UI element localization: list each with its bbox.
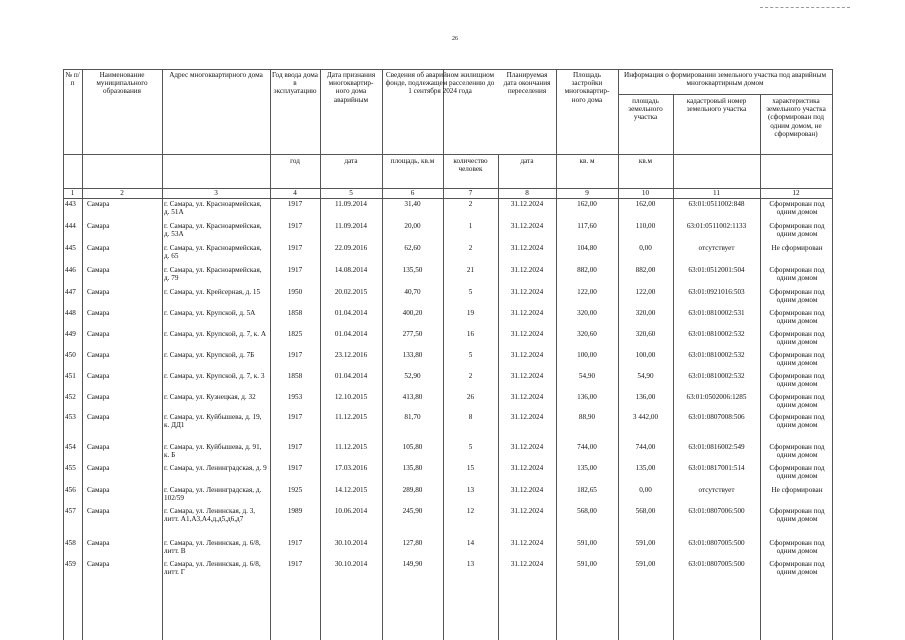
row-year: 1825 <box>287 330 303 338</box>
row-no: 457 <box>65 507 76 515</box>
row-area: 289,80 <box>402 486 423 494</box>
row-no: 448 <box>65 309 76 317</box>
row-no: 445 <box>65 244 76 252</box>
row-recognition-date: 01.04.2014 <box>334 309 368 317</box>
row-cadastre: 63:01:0921016:503 <box>688 288 745 296</box>
row-build-area: 320,00 <box>577 309 597 317</box>
row-plan-date: 31.12.2024 <box>510 539 544 547</box>
row-people: 13 <box>466 560 475 568</box>
row-land-area: 0,00 <box>639 244 652 252</box>
row-area: 81,70 <box>404 413 421 421</box>
row-build-area: 320,60 <box>577 330 597 338</box>
row-build-area: 54,90 <box>578 372 596 380</box>
row-recognition-date: 30.10.2014 <box>334 560 368 568</box>
row-cadastre: 63:01:0807008:506 <box>688 413 745 421</box>
row-characteristic: Сформирован под одним домом <box>769 539 825 556</box>
row-characteristic: Сформирован под одним домом <box>769 464 825 481</box>
row-recognition-date: 11.12.2015 <box>334 443 368 451</box>
row-mo: Самара <box>87 413 110 421</box>
row-no: 459 <box>65 560 76 568</box>
row-no: 458 <box>65 539 76 547</box>
row-cadastre: 63:01:0502006:1285 <box>686 393 747 401</box>
row-plan-date: 31.12.2024 <box>510 288 544 296</box>
unit-area: площадь, кв.м <box>390 157 435 165</box>
row-recognition-date: 17.03.2016 <box>334 464 368 472</box>
row-characteristic: Сформирован под одним домом <box>769 200 825 217</box>
col-number: 12 <box>792 189 800 197</box>
row-people: 26 <box>466 393 475 401</box>
row-characteristic: Сформирован под одним домом <box>769 393 825 410</box>
row-people: 2 <box>468 244 473 252</box>
row-build-area: 136,00 <box>577 393 597 401</box>
row-plan-date: 31.12.2024 <box>510 330 544 338</box>
row-land-area: 110,00 <box>635 222 656 230</box>
row-characteristic: Не сформирован <box>771 486 823 494</box>
row-year: 1917 <box>287 351 303 359</box>
row-build-area: 182,65 <box>577 486 597 494</box>
row-no: 446 <box>65 266 76 274</box>
row-year: 1917 <box>287 560 303 568</box>
row-people: 14 <box>466 539 475 547</box>
row-area: 135,50 <box>402 266 423 274</box>
table-rule-v <box>673 94 674 640</box>
col-number: 8 <box>525 189 529 197</box>
row-mo: Самара <box>87 309 110 317</box>
row-year: 1917 <box>287 266 303 274</box>
table-rule-v <box>162 69 163 640</box>
row-year: 1950 <box>287 288 303 296</box>
table-rule-h <box>63 69 832 70</box>
row-recognition-date: 30.10.2014 <box>334 539 368 547</box>
row-no: 455 <box>65 464 76 472</box>
row-land-area: 122,00 <box>635 288 656 296</box>
row-characteristic: Сформирован под одним домом <box>769 309 825 326</box>
row-build-area: 591,00 <box>577 560 597 568</box>
row-characteristic: Сформирован под одним домом <box>769 413 825 430</box>
hdr-cadastre: кадастровый номер земельного участка <box>686 97 747 114</box>
row-address: г. Самара, ул. Красноармейская, д. 79 <box>164 266 262 283</box>
row-cadastre: 63:01:0817001:514 <box>688 464 745 472</box>
hdr-plan-date: Планируемая дата окончания переселения <box>503 71 551 96</box>
row-year: 1989 <box>287 507 303 515</box>
table-rule-v <box>760 94 761 640</box>
row-address: г. Самара, ул. Крупской, д. 7Б <box>164 351 255 359</box>
hdr-address: Адрес многоквартирного дома <box>169 71 263 79</box>
row-mo: Самара <box>87 222 110 230</box>
row-characteristic: Сформирован под одним домом <box>769 560 825 577</box>
row-people: 5 <box>468 351 473 359</box>
row-cadastre: 63:01:0807005:500 <box>688 560 745 568</box>
hdr-land-area: площадь земельного участка <box>628 97 663 122</box>
row-address: г. Самара, ул. Красноармейская, д. 51А <box>164 200 262 217</box>
row-land-area: 54,90 <box>637 372 654 380</box>
row-no: 452 <box>65 393 76 401</box>
row-area: 133,80 <box>402 351 423 359</box>
row-recognition-date: 22.09.2016 <box>334 244 368 252</box>
unit-build: кв. м <box>579 157 595 165</box>
row-no: 453 <box>65 413 76 421</box>
row-mo: Самара <box>87 330 110 338</box>
row-land-area: 882,00 <box>635 266 656 274</box>
row-mo: Самара <box>87 200 110 208</box>
col-number: 4 <box>293 189 297 197</box>
row-characteristic: Сформирован под одним домом <box>769 288 825 305</box>
row-address: г. Самара, ул. Крупской, д. 7, к. А <box>164 330 267 338</box>
row-plan-date: 31.12.2024 <box>510 507 544 515</box>
row-cadastre: 63:01:0807005:500 <box>688 539 745 547</box>
row-mo: Самара <box>87 351 110 359</box>
row-plan-date: 31.12.2024 <box>510 200 544 208</box>
row-no: 454 <box>65 443 76 451</box>
row-address: г. Самара, ул. Ленинградская, д. 9 <box>164 464 267 472</box>
row-area: 245,90 <box>402 507 423 515</box>
row-address: г. Самара, ул. Крейсерная, д. 15 <box>164 288 261 296</box>
row-mo: Самара <box>87 507 110 515</box>
row-address: г. Самара, ул. Ленинская, д. 6/8, литт. В <box>164 539 261 556</box>
row-recognition-date: 11.09.2014 <box>334 200 368 208</box>
row-address: г. Самара, ул. Кузнецкая, д. 32 <box>164 393 256 401</box>
row-year: 1917 <box>287 222 303 230</box>
row-characteristic: Не сформирован <box>771 244 823 252</box>
row-recognition-date: 10.06.2014 <box>334 507 368 515</box>
row-area: 40,70 <box>404 288 421 296</box>
row-address: г. Самара, ул. Ленинградская, д. 102/59 <box>164 486 262 503</box>
row-land-area: 100,00 <box>635 351 656 359</box>
hdr-land-info: Информация о формировании земельного участка под аварийным многоквартирным домом <box>624 71 826 88</box>
row-year: 1917 <box>287 413 303 421</box>
row-year: 1917 <box>287 539 303 547</box>
col-number: 5 <box>349 189 353 197</box>
row-mo: Самара <box>87 393 110 401</box>
row-address: г. Самара, ул. Крупской, д. 7, к. 3 <box>164 372 265 380</box>
scan-mark <box>760 7 850 8</box>
row-cadastre: 63:01:0511002:1133 <box>686 222 747 230</box>
row-characteristic: Сформирован под одним домом <box>769 351 825 368</box>
row-people: 19 <box>466 309 475 317</box>
row-year: 1858 <box>287 309 303 317</box>
row-land-area: 136,00 <box>635 393 656 401</box>
row-people: 12 <box>466 507 475 515</box>
row-build-area: 117,60 <box>577 222 597 230</box>
row-plan-date: 31.12.2024 <box>510 486 544 494</box>
unit-year: год <box>290 157 300 165</box>
table-rule-v <box>82 69 83 640</box>
row-people: 16 <box>466 330 475 338</box>
row-recognition-date: 11.12.2015 <box>334 413 368 421</box>
row-land-area: 135,00 <box>635 464 656 472</box>
row-build-area: 591,00 <box>577 539 597 547</box>
table-rule-h <box>63 198 832 199</box>
row-area: 135,80 <box>402 464 423 472</box>
row-no: 443 <box>65 200 76 208</box>
row-no: 449 <box>65 330 76 338</box>
row-year: 1917 <box>287 464 303 472</box>
row-area: 400,20 <box>402 309 423 317</box>
row-recognition-date: 01.04.2014 <box>334 330 368 338</box>
row-area: 20,00 <box>404 222 421 230</box>
hdr-emergency-fund: Сведения об аварийном жилищном фонде, подлежащем расселению до 1 сентября 2024 года <box>385 71 495 96</box>
table-rule-h <box>63 154 832 155</box>
row-cadastre: 63:01:0810002:531 <box>688 309 745 317</box>
row-recognition-date: 11.09.2014 <box>334 222 368 230</box>
row-characteristic: Сформирован под одним домом <box>769 330 825 347</box>
row-build-area: 122,00 <box>577 288 597 296</box>
unit-date: дата <box>344 157 358 165</box>
row-build-area: 744,00 <box>577 443 597 451</box>
col-number: 10 <box>641 189 650 197</box>
col-number: 1 <box>70 189 75 197</box>
row-people: 2 <box>468 372 473 380</box>
row-land-area: 162,00 <box>635 200 656 208</box>
row-land-area: 591,00 <box>635 560 656 568</box>
table-rule-h <box>618 94 832 95</box>
row-address: г. Самара, ул. Красноармейская, д. 53А <box>164 222 262 239</box>
row-plan-date: 31.12.2024 <box>510 443 544 451</box>
row-build-area: 104,80 <box>577 244 597 252</box>
row-people: 5 <box>468 443 473 451</box>
col-number: 3 <box>214 189 218 197</box>
row-plan-date: 31.12.2024 <box>510 413 544 421</box>
row-build-area: 568,00 <box>577 507 597 515</box>
row-mo: Самара <box>87 443 110 451</box>
row-build-area: 882,00 <box>577 266 597 274</box>
hdr-date-recognition: Дата признания многоквартир-ного дома аварийным <box>326 71 376 104</box>
row-area: 127,80 <box>402 539 423 547</box>
col-number: 9 <box>585 189 589 197</box>
row-no: 450 <box>65 351 76 359</box>
row-year: 1917 <box>287 200 303 208</box>
row-cadastre: отсутствует <box>698 486 735 494</box>
page-number: 26 <box>452 36 458 42</box>
row-year: 1953 <box>287 393 303 401</box>
row-people: 1 <box>468 222 473 230</box>
row-mo: Самара <box>87 372 110 380</box>
row-land-area: 320,60 <box>635 330 656 338</box>
row-area: 105,80 <box>402 443 423 451</box>
table-rule-v <box>832 69 833 640</box>
row-characteristic: Сформирован под одним домом <box>769 222 825 239</box>
hdr-land-characteristic: характеристика земельного участка (сформирован под одним домом, не сформирован) <box>766 97 826 138</box>
row-mo: Самара <box>87 266 110 274</box>
row-plan-date: 31.12.2024 <box>510 560 544 568</box>
row-cadastre: отсутствует <box>698 244 735 252</box>
row-year: 1925 <box>287 486 303 494</box>
row-area: 277,50 <box>402 330 423 338</box>
row-mo: Самара <box>87 244 110 252</box>
row-plan-date: 31.12.2024 <box>510 393 544 401</box>
hdr-build-area: Площадь застройки многоквартир-ного дома <box>564 71 610 104</box>
row-land-area: 744,00 <box>635 443 656 451</box>
row-no: 447 <box>65 288 76 296</box>
row-mo: Самара <box>87 464 110 472</box>
unit-plan-date: дата <box>520 157 534 165</box>
col-number: 11 <box>713 189 720 197</box>
row-no: 451 <box>65 372 76 380</box>
row-plan-date: 31.12.2024 <box>510 244 544 252</box>
row-area: 52,90 <box>404 372 421 380</box>
row-no: 444 <box>65 222 76 230</box>
row-plan-date: 31.12.2024 <box>510 222 544 230</box>
row-recognition-date: 14.12.2015 <box>334 486 368 494</box>
row-build-area: 162,00 <box>577 200 597 208</box>
row-plan-date: 31.12.2024 <box>510 372 544 380</box>
row-address: г. Самара, ул. Крупской, д. 5А <box>164 309 256 317</box>
col-number: 2 <box>120 189 124 197</box>
row-cadastre: 63:01:0816002:549 <box>688 443 745 451</box>
row-recognition-date: 12.10.2015 <box>334 393 368 401</box>
row-plan-date: 31.12.2024 <box>510 464 544 472</box>
row-area: 62,60 <box>404 244 421 252</box>
row-cadastre: 63:01:0511002:848 <box>688 200 745 208</box>
hdr-year: Год ввода дома в эксплуатацию <box>272 71 318 96</box>
row-address: г. Самара, ул. Ленинская, д. 6/8, литт. Г <box>164 560 261 577</box>
row-people: 21 <box>466 266 475 274</box>
row-build-area: 88,90 <box>578 413 596 421</box>
col-number: 6 <box>410 189 415 197</box>
row-cadastre: 63:01:0512001:504 <box>688 266 745 274</box>
row-plan-date: 31.12.2024 <box>510 351 544 359</box>
row-area: 413,80 <box>402 393 423 401</box>
col-number: 7 <box>468 189 473 197</box>
row-plan-date: 31.12.2024 <box>510 309 544 317</box>
unit-land: кв.м <box>638 157 653 165</box>
row-mo: Самара <box>87 539 110 547</box>
row-area: 31,40 <box>404 200 421 208</box>
row-people: 13 <box>466 486 475 494</box>
row-mo: Самара <box>87 486 110 494</box>
row-characteristic: Сформирован под одним домом <box>769 266 825 283</box>
row-address: г. Самара, ул. Куйбышева, д. 19, к. ДД1 <box>164 413 262 430</box>
hdr-no: № п/п <box>65 71 80 88</box>
row-address: г. Самара, ул. Красноармейская, д. 65 <box>164 244 262 261</box>
row-characteristic: Сформирован под одним домом <box>769 443 825 460</box>
row-build-area: 135,00 <box>577 464 597 472</box>
table-rule-v <box>63 69 64 640</box>
row-mo: Самара <box>87 288 110 296</box>
row-year: 1917 <box>287 244 303 252</box>
row-year: 1858 <box>287 372 303 380</box>
row-recognition-date: 14.08.2014 <box>334 266 368 274</box>
unit-people: количество человек <box>453 157 488 174</box>
row-characteristic: Сформирован под одним домом <box>769 372 825 389</box>
row-people: 5 <box>468 288 473 296</box>
row-land-area: 591,00 <box>635 539 656 547</box>
hdr-mo: Наименование муниципального образования <box>96 71 148 96</box>
row-recognition-date: 20.02.2015 <box>334 288 368 296</box>
row-no: 456 <box>65 486 76 494</box>
row-mo: Самара <box>87 560 110 568</box>
row-recognition-date: 01.04.2014 <box>334 372 368 380</box>
row-address: г. Самара, ул. Ленинская, д. 3, литт. А1,А3,А4,д,д5,д6,д7 <box>164 507 256 524</box>
row-cadastre: 63:01:0810002:532 <box>688 372 745 380</box>
row-cadastre: 63:01:0807006:500 <box>688 507 745 515</box>
row-land-area: 0,00 <box>639 486 652 494</box>
row-plan-date: 31.12.2024 <box>510 266 544 274</box>
row-land-area: 568,00 <box>635 507 656 515</box>
row-people: 2 <box>468 200 473 208</box>
row-characteristic: Сформирован под одним домом <box>769 507 825 524</box>
row-recognition-date: 23.12.2016 <box>334 351 368 359</box>
row-cadastre: 63:01:0810002:532 <box>688 351 745 359</box>
row-build-area: 100,00 <box>577 351 597 359</box>
row-land-area: 3 442,00 <box>632 413 659 421</box>
row-address: г. Самара, ул. Куйбышева, д. 91, к. Б <box>164 443 262 460</box>
row-year: 1917 <box>287 443 303 451</box>
row-cadastre: 63:01:0810002:532 <box>688 330 745 338</box>
row-area: 149,90 <box>402 560 423 568</box>
row-land-area: 320,00 <box>635 309 656 317</box>
row-people: 8 <box>468 413 473 421</box>
row-people: 15 <box>466 464 475 472</box>
